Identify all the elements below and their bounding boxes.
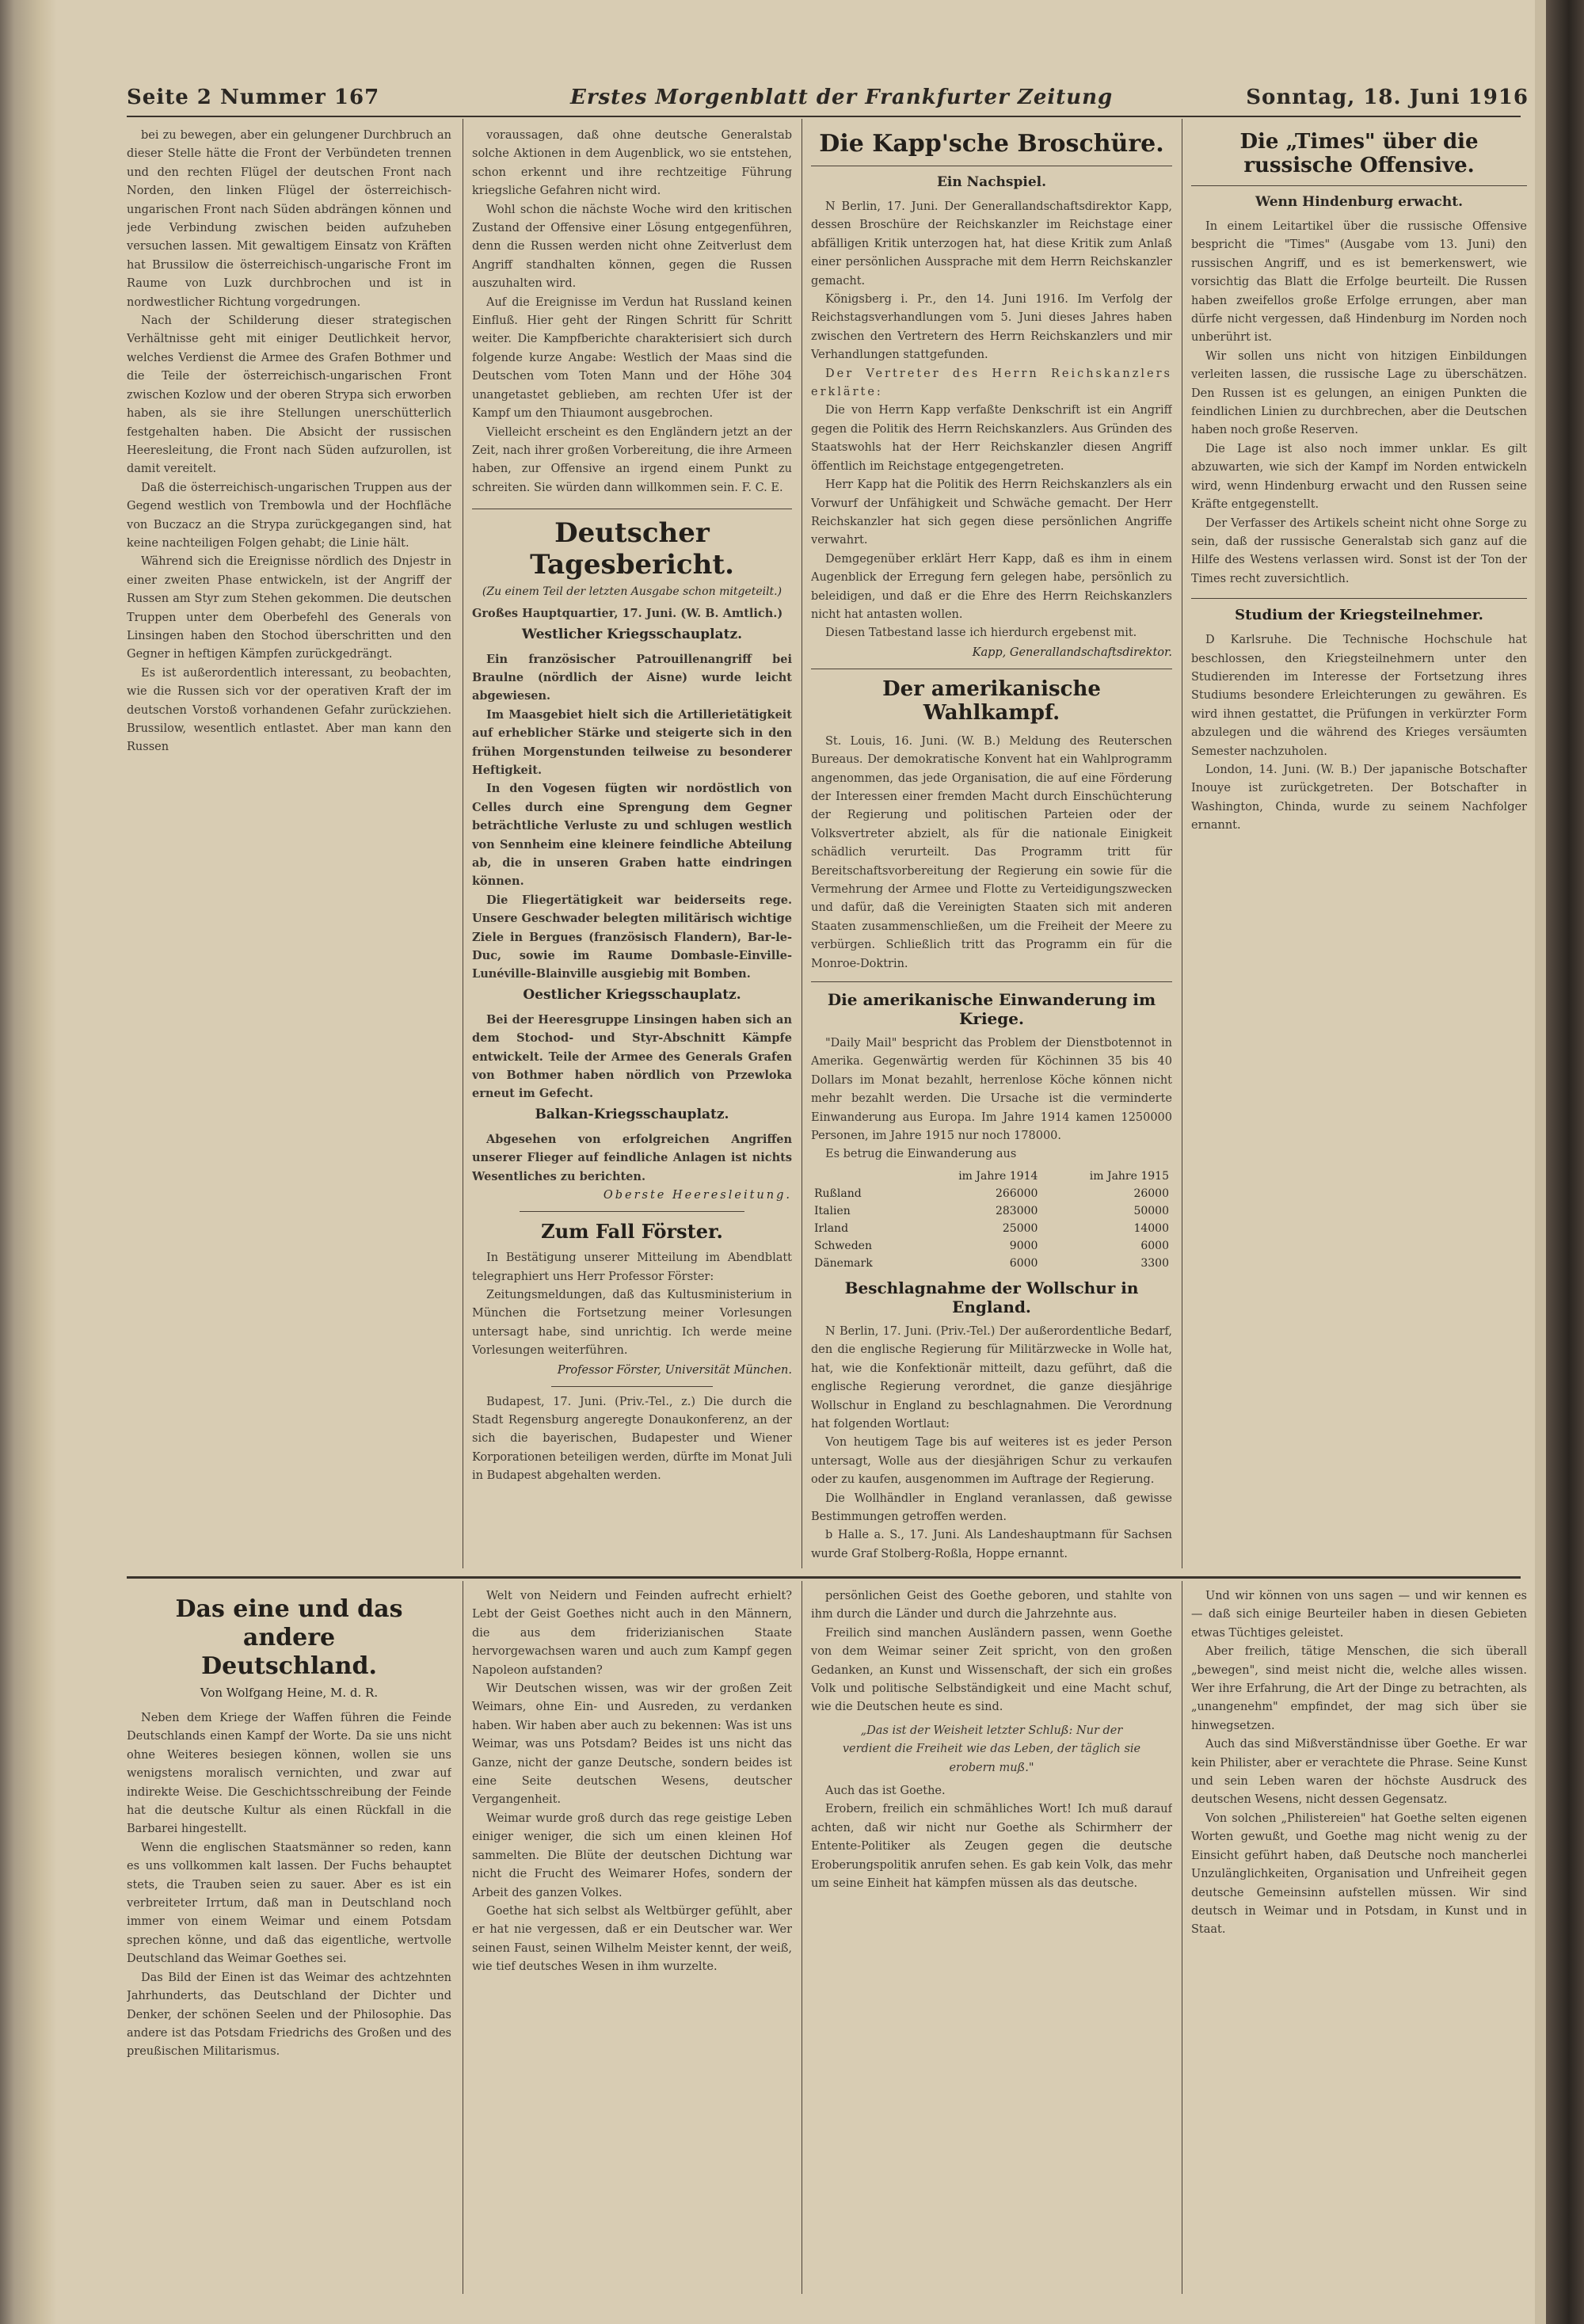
paragraph: London, 14. Juni. (W. B.) Der japanische Botschafter Inouye ist zurückgetreten. Der Botschafter in Washington, Chinda, wurde zu seinem Nachfolger ernannt.: [1191, 763, 1527, 832]
paragraph: Budapest, 17. Juni. (Priv.-Tel., z.) Die durch die Stadt Regensburg angeregte Donaukonferenz, an der sich die bayerischen, Budapester und Wiener Korporationen beteiligen werden, dürfte im Monat Juli in Budapest abgehalten werden.: [472, 1395, 792, 1483]
paragraph: Bei der Heeresgruppe Linsingen haben sich an dem Stochod- und Styr-Abschnitt Kämpfe entwickelt. Teile der Armee des Generals Grafen von Bothmer haben nördlich von Przewloka erneut im Gefecht.: [472, 1012, 792, 1101]
table-cell: Rußland: [814, 1187, 862, 1200]
wollschur-title: Beschlagnahme der Wollschur in England.: [844, 1278, 1139, 1316]
table-cell: Schweden: [814, 1239, 872, 1252]
feuilleton-column-1: [127, 1587, 451, 2292]
paragraph: Demgegenüber erklärt Herr Kapp, daß es ihm in einem Augenblick der Erregung fern gelegen habe, persönlich zu beleidigen, und daß er die Ehre des Herrn Reichskanzlers nicht hat antasten wollen.: [811, 552, 1172, 621]
table-cell: 26000: [1133, 1187, 1169, 1200]
feuilleton-column-2: [472, 1587, 792, 2292]
newspaper-title: Erstes Morgenblatt der Frankfurter Zeitung: [570, 86, 1114, 109]
paragraph: Ein französischer Patrouillenangriff bei Braulne (nördlich der Aisne) wurde leicht abgewiesen.: [472, 652, 792, 703]
paragraph: Wenn die englischen Staatsmänner so reden, kann es uns vollkommen kalt lassen. Der Fuchs behauptet stets, die Trauben seien zu sauer. Aber es ist ein verbreiteter Irrtum, daß man in Deutschland noch immer von einem Weimar und einem Potsdam sprechen könne, und daß das eigentliche, wertvolle Deutschland das Weimar Goethes sei.: [127, 1841, 451, 1966]
paragraph: Wir sollen uns nicht von hitzigen Einbildungen verleiten lassen, die russische Lage zu überschätzen. Den Russen ist es gelungen, an einigen Punkten die feindlichen Linien zu durchbrechen, aber die Deutschen haben noch große Reserven.: [1191, 349, 1527, 437]
table-cell: [811, 1168, 910, 1185]
paragraph: Zeitungsmeldungen, daß das Kultusministerium in München die Fortsetzung meiner Vorlesungen untersagt habe, sind unrichtig. Ich werde meine Vorlesungen weiterführen.: [472, 1288, 792, 1358]
paragraph: Goethe hat sich selbst als Weltbürger gefühlt, aber er hat nie vergessen, daß er ein Deutscher war. Wer seinen Faust, seinen Wilhelm Meister kennt, der weiß, wie tief deutsches Wesen in ihm wurzelte.: [472, 1904, 792, 1974]
paragraph: Neben dem Kriege der Waffen führen die Feinde Deutschlands einen Kampf der Worte. Da sie uns nicht ohne Weiteres besiegen können, wollen sie uns wenigstens moralisch vernichten, und zwar auf indirekte Weise. Die Geschichtsschreibung der Feinde hat die deutsche Kultur als einen Rückfall in die Barbarei hingestellt.: [127, 1712, 451, 1836]
paragraph: In einem Leitartikel über die russische Offensive bespricht die "Times" (Ausgabe vom 13. Juni) den russischen Angriff, und es ist bemerkenswert, wie vorsichtig das Blatt die Erfolge beurteilt. Die Russen haben zweifellos große Erfolge errungen, aber man dürfe nicht vergessen, daß Hindenburg im Norden noch unberührt ist.: [1191, 220, 1527, 345]
section-rule: [811, 981, 1172, 982]
feuilleton-column-3: [811, 1587, 1172, 2292]
paragraph: Und wir können von uns sagen — und wir kennen es — daß sich einige Beurteiler haben in diesen Gebieten etwas Tüchtiges geleistet.: [1191, 1590, 1527, 1640]
paragraph: "Daily Mail" bespricht das Problem der Dienstbotennot in Amerika. Gegenwärtig werden für Köchinnen 35 bis 40 Dollars im Monat bezahlt, herrenlose Köche können nicht mehr bezahlt werden. Die Ursache ist die verminderte Einwanderung aus Europa. Im Jahre 1914 kamen 1250000 Personen, im Jahre 1915 nur noch 178000.: [811, 1037, 1172, 1143]
report-dateline: Großes Hauptquartier, 17. Juni. (W. B. Amtlich.): [472, 607, 783, 621]
balkan-heading: Balkan-Kriegsschauplatz.: [535, 1106, 729, 1122]
war-analysis-continued: [472, 127, 792, 497]
title-line: Das eine und das andere: [175, 1595, 403, 1652]
table-cell: 25000: [1002, 1221, 1038, 1235]
feuilleton-column-4: [1191, 1587, 1527, 2292]
paragraph: Freilich sind manchen Ausländern passen, wenn Goethe von dem Weimar seiner Zeit spricht, von den großen Gedanken, an Kunst und Wissenschaft, der sich ein großes Volk und politische Selbständigkeit und eine Macht schuf, wie die Deutschen heute es sind.: [811, 1626, 1172, 1714]
feuilleton-title: [127, 1595, 451, 1681]
column-2: [472, 127, 792, 1568]
table-cell: Dänemark: [814, 1256, 873, 1270]
kapp-subtitle: Ein Nachspiel.: [936, 174, 1047, 190]
us-election-article: [811, 677, 1172, 973]
paragraph: Der Verfasser des Artikels scheint nicht ohne Sorge zu sein, daß der russische Generalstab sich ganz auf die Hilfe des Westens verlassen wird. Sonst ist der Ton der Times recht zuversichtlich.: [1191, 516, 1527, 585]
paragraph: Weimar wurde groß durch das rege geistige Leben einiger weniger, die sich um einen kleinen Hof sammelten. Die Blüte der deutschen Dichtung war nicht die Frucht des Weimarer Hofes, sondern der Arbeit des ganzen Volkes.: [472, 1812, 792, 1899]
paragraph: voraussagen, daß ohne deutsche Generalstab solche Aktionen in dem Augenblick, wo sie entstehen, schon erkennt und ihre rechtzeitige Führung kriegsliche Gefahren nicht wird.: [472, 129, 792, 198]
report-note: (Zu einem Teil der letzten Ausgabe schon mitgeteilt.): [482, 585, 782, 599]
table-cell: im Jahre 1914: [958, 1169, 1038, 1183]
paragraph: Der Vertreter des Herrn Reichskanzlers erklärte:: [811, 367, 1172, 399]
paragraph: In Bestätigung unserer Mitteilung im Abendblatt telegraphiert uns Herr Professor Förster:: [472, 1252, 792, 1283]
paragraph: Im Maasgebiet hielt sich die Artillerietätigkeit auf erheblicher Stärke und steigerte sich in den frühen Morgenstunden teilweise zu besonderer Heftigkeit.: [472, 707, 792, 777]
report-title: Deutscher Tagesbericht.: [530, 517, 734, 581]
kapp-signature: Kapp, Generallandschaftsdirektor.: [972, 646, 1172, 659]
paragraph: persönlichen Geist des Goethe geboren, und stahlte von ihm durch die Länder und durch die Jahrzehnte aus.: [811, 1590, 1172, 1621]
table-row: [811, 1237, 1172, 1255]
feuilleton-byline: Von Wolfgang Heine, M. d. R.: [200, 1686, 379, 1700]
paragraph: Nach der Schilderung dieser strategischen Verhältnisse geht mit einiger Deutlichkeit hervor, welches Verdienst die Armee des Grafen Bothmer und die Teile der österreichisch-ungarischen Front zwischen Kozlow und der oberen Strypa sich erworben haben, als sie ihre Stellungen unerschütterlich festgehalten haben. Die Absicht der russischen Heeresleitung, die Front nach Süden aufzurollen, ist damit vereitelt.: [127, 314, 451, 476]
paragraph: bei zu bewegen, aber ein gelungener Durchbruch an dieser Stelle hätte die Front der Verbündeten trennen und den rechten Flügel der deutschen Front nach Norden, den linken Flügel der österreichisch-ungarischen Front nach Süden abdrängen können und jede Verbindung zwischen beiden aufzuheben versuchen lassen. Mit gewaltigem Einsatz von Kräften hat Brussilow die österreichisch-ungarische Front im Raume von Luzk durchbrochen und ist in nordwestlicher Richtung vorgedrungen.: [127, 129, 451, 309]
table-cell: 14000: [1133, 1221, 1169, 1235]
table-cell: im Jahre 1915: [1089, 1169, 1169, 1183]
paragraph: Es betrug die Einwanderung aus: [825, 1148, 1017, 1161]
section-rule: [1191, 598, 1527, 599]
table-row: [811, 1255, 1172, 1272]
column-3: [811, 119, 1172, 1568]
book-binding: [0, 0, 57, 2324]
table-header-row: [811, 1168, 1172, 1185]
paragraph: Aber freilich, tätige Menschen, die sich überall „bewegen", sind meist nicht die, welche alles wissen. Wer ihre Erfahrung, die Art der Dinge zu betrachten, als „unangenehm" empfindet, der mag sich über sie hinwegsetzen.: [1191, 1645, 1527, 1732]
paragraph: Von heutigem Tage bis auf weiteres ist es jeder Person untersagt, Wolle aus der diesjährigen Schur zu verkaufen oder zu kaufen, ausgenommen im Auftrage der Regierung.: [811, 1436, 1172, 1487]
paragraph: Vielleicht erscheint es den Engländern jetzt an der Zeit, nach ihrer großen Vorbereitung, die ihre Armeen haben, zur Offensive an irgend einem Punkt zu schreiten. Sie würden dann willkommen sein. F. C. E.: [472, 425, 792, 494]
paragraph: N Berlin, 17. Juni. (Priv.-Tel.) Der außerordentliche Bedarf, den die englische Regierung für Militärzwecke in Wolle hat, hat, wie die Konfektionär mitteilt, dazu geführt, daß die englische Regierung verordnet, die ganze diesjährige Wollschur in England zu beschlagnahmen. Die Verordnung hat folgenden Wortlaut:: [811, 1324, 1172, 1431]
paragraph: b Halle a. S., 17. Juni. Als Landeshauptmann für Sachsen wurde Graf Stolberg-Roßla, Hoppe ernannt.: [811, 1529, 1172, 1560]
east-heading: Oestlicher Kriegsschauplatz.: [523, 986, 741, 1003]
paragraph: Welt von Neidern und Feinden aufrecht erhielt? Lebt der Geist Goethes nicht auch in den Männern, die aus dem friderizianischen Staate hervorgewachsen waren und auch zum Kampf gegen Napoleon aufstanden?: [472, 1590, 792, 1677]
table-cell: Italien: [814, 1204, 851, 1217]
table-cell: Irland: [814, 1221, 849, 1235]
studium-title: Studium der Kriegsteilnehmer.: [1235, 607, 1483, 624]
foerster-signature: Professor Förster, Universität München.: [557, 1363, 792, 1377]
masthead: [127, 86, 1529, 112]
table-row: [811, 1220, 1172, 1237]
paragraph: Auch das sind Mißverständnisse über Goethe. Er war kein Philister, aber er verachtete die Phrase. Seine Kunst und sein Leben waren der höchste Ausdruck des deutschen Wesens, nicht dessen Gegensatz.: [1191, 1738, 1527, 1807]
study-article: [1191, 607, 1527, 835]
immigration-table: [811, 1168, 1172, 1272]
paragraph: Auch das ist Goethe.: [825, 1785, 946, 1798]
table-cell: 50000: [1133, 1204, 1169, 1217]
immigration-article: [811, 990, 1172, 1272]
title-line: Deutschland.: [201, 1652, 377, 1680]
kapp-article: [811, 119, 1172, 659]
paragraph: Die Wollhändler in England veranlassen, daß gewisse Bestimmungen getroffen werden.: [811, 1492, 1172, 1523]
daily-report: [472, 517, 792, 1202]
table-cell: 266000: [995, 1187, 1038, 1200]
paragraph: In den Vogesen fügten wir nordöstlich von Celles durch eine Sprengung dem Gegner beträchtliche Verluste zu und schlugen westlich von Sennheim eine kleinere feindliche Abteilung ab, die in unseren Graben hatte eindringen können.: [472, 782, 792, 889]
paragraph: Die von Herrn Kapp verfaßte Denkschrift ist ein Angriff gegen die Politik des Herrn Reichskanzlers. Aus Gründen des Staatswohls hat der Herr Reichskanzler diesen Angriff öffentlich im Reichstage entgegengetreten.: [811, 404, 1172, 473]
paragraph: Daß die österreichisch-ungarischen Truppen aus der Gegend westlich von Trembowla und der Hochfläche von Buczacz an die Strypa zurückgegangen sind, hat keine nachteiligen Folgen gehabt; die Linie hält.: [127, 481, 451, 550]
paragraph: Diesen Tatbestand lasse ich hierdurch ergebenst mit.: [825, 627, 1137, 640]
paragraph: Abgesehen von erfolgreichen Angriffen unserer Flieger auf feindliche Anlagen ist nichts Wesentliches zu berichten.: [472, 1132, 792, 1183]
page-number: Seite 2 Nummer 167: [127, 86, 380, 109]
paragraph: Herr Kapp hat die Politik des Herrn Reichskanzlers als ein Vorwurf der Unfähigkeit und Schwäche gemacht. Der Herr Reichskanzler hat sich gegen diese persönlichen Angriffe verwahrt.: [811, 478, 1172, 547]
wahlkampf-title: Der amerikanische Wahlkampf.: [882, 676, 1101, 725]
table-cell: 9000: [1009, 1239, 1038, 1252]
paragraph: Die Fliegertätigkeit war beiderseits rege. Unsere Geschwader belegten militärisch wichtige Ziele in Bergues (französisch Flandern), Bar-le-Duc, sowie im Raume Dombasle-Einville-Lunéville-Blainville ausgiebig mit Bomben.: [472, 893, 792, 981]
paragraph: Von solchen „Philistereien" hat Goethe selten eigenen Worten gewußt, und Goethe mag nicht wenig zu der Einsicht geführt haben, daß Deutsche noch mancherlei Unzulänglichkeiten, Organisation und Unfreiheit gegen deutsche Gemeinsinn aufstellen müssen. Wir sind deutsch in Weimar und in Potsdam, in Kunst und in Staat.: [1191, 1812, 1527, 1937]
paragraph: Die Lage ist also noch immer unklar. Es gilt abzuwarten, wie sich der Kampf im Norden entwickeln wird, wenn Hindenburg erwacht und den Russen seine Kräfte entgegenstellt.: [1191, 442, 1527, 512]
paragraph: Das Bild der Einen ist das Weimar des achtzehnten Jahrhunderts, das Deutschland der Dichter und Denker, der schönen Seelen und der Philosophie. Das andere ist das Potsdam Friedrichs des Großen und des preußischen Militarismus.: [127, 1971, 451, 2059]
paragraph: Wohl schon die nächste Woche wird den kritischen Zustand der Offensive einer Lösung entgegenführen, denn die Russen werden nicht ohne Zeitverlust dem Angriff standhalten können, gegen die Russen auszuhalten wird.: [472, 203, 792, 291]
report-signature: Oberste Heeresleitung.: [603, 1189, 792, 1202]
paragraph: Königsberg i. Pr., den 14. Juni 1916. Im Verfolg der Reichstagsverhandlungen vom 5. Juni dieses Jahres haben zwischen den Vertretern des Herrn Reichskanzlers und mir Verhandlungen stattgefunden.: [811, 293, 1172, 362]
table-cell: 6000: [1009, 1256, 1038, 1270]
west-heading: Westlicher Kriegsschauplatz.: [521, 626, 743, 642]
times-title: Die „Times" über die russische Offensive.: [1191, 119, 1527, 186]
table-cell: 3300: [1140, 1256, 1169, 1270]
column-1: [127, 127, 451, 1568]
einwanderung-title: Die amerikanische Einwanderung im Kriege.: [827, 990, 1156, 1029]
book-edge-shadow: [1546, 0, 1584, 2324]
issue-date: Sonntag, 18. Juni 1916: [1246, 86, 1529, 109]
paragraph: Erobern, freilich ein schmähliches Wort! Ich muß darauf achten, daß wir nicht nur Goethe als Schirmherr der Entente-Politiker als Zeugen gegen die deutsche Eroberungspolitik anrufen sehen. Es gab kein Volk, das mehr um seine Einheit hat kämpfen müssen als das deutsche.: [811, 1803, 1172, 1891]
paragraph: Während sich die Ereignisse nördlich des Dnjestr in einer zweiten Phase entwickeln, ist der Angriff der Russen am Styr zum Stehen gekommen. Die deutschen Truppen unter dem Oberbefehl des Generals von Linsingen haben den Stochod überschritten und den Gegner in heftigen Kämpfen zurückgedrängt.: [127, 555, 451, 661]
paragraph: St. Louis, 16. Juni. (W. B.) Meldung des Reuterschen Bureaus. Der demokratische Konvent hat ein Wahlprogramm angenommen, das jede Organisation, die auf eine Förderung der Interessen einer fremden Macht durch Einschüchterung der Regierung und politischen Parteien oder der Volksvertreter abzielt, als für die nationale Einigkeit schädlich verurteilt. Das Programm tritt für Bereitschaftsvorbereitung der Regierung ein sowie für die Vermehrung der Armee und Flotte zu Verteidigungszwecken und dafür, daß die Vereinigten Staaten sich mit anderen Staaten zusammenschließen, um die Freiheit der Meere zu verbürgen. Schließlich tritt das Programm ein für die Monroe-Doktrin.: [811, 734, 1172, 970]
masthead-rule: [127, 116, 1521, 117]
paragraph: Wir Deutschen wissen, was wir der großen Zeit Weimars, ohne Ein- und Ausreden, zu verdanken haben. Wir haben aber auch zu bekennen: Was ist uns Weimar, was uns Potsdam? Beides ist uns nicht das Ganze, nicht der ganze Deutsche, sondern beides ist eine Seite deutschen Wesens, deutscher Vergangenheit.: [472, 1682, 792, 1807]
paragraph: Es ist außerordentlich interessant, zu beobachten, wie die Russen sich vor der operativen Kraft der im deutschen Vorstoß vorhandenen Gefahr zurückziehen. Brussilow, wesentlich entlastet. Aber man kann den Russen: [127, 666, 451, 754]
kapp-title: Die Kapp'sche Broschüre.: [811, 119, 1172, 166]
paragraph: N Berlin, 17. Juni. Der Generallandschaftsdirektor Kapp, dessen Broschüre der Reichskanzler im Reichstage einer abfälligen Kritik unterzogen hat, hat diese Kritik zum Anlaß einer persönlichen Aussprache mit dem Herrn Reichskanzler gemacht.: [811, 200, 1172, 288]
times-subtitle: Wenn Hindenburg erwacht.: [1255, 194, 1463, 210]
war-report-article: [127, 127, 451, 757]
foerster-title: Zum Fall Förster.: [541, 1220, 723, 1244]
foerster-article: [472, 1220, 792, 1485]
paragraph: D Karlsruhe. Die Technische Hochschule hat beschlossen, den Kriegsteilnehmern unter den Studierenden im Interesse der Fortsetzung ihres Studiums besondere Erleichterungen zu gewähren. Es wird ihnen gestattet, die Prüfungen in verkürzter Form abzulegen und die während des Krieges versäumten Semester nachzuholen.: [1191, 634, 1527, 758]
table-cell: 6000: [1140, 1239, 1169, 1252]
table-row: [811, 1202, 1172, 1220]
wool-article: [811, 1278, 1172, 1564]
table-row: [811, 1185, 1172, 1202]
column-4: [1191, 119, 1527, 1568]
quote: „Das ist der Weisheit letzter Schluß: Nur der verdient die Freiheit wie das Leben, der täglich sie erobern muß.": [842, 1724, 1141, 1774]
section-rule: [520, 1211, 744, 1212]
section-rule: [551, 1386, 713, 1387]
next-page-edge: [1535, 0, 1546, 2324]
paragraph: Auf die Ereignisse im Verdun hat Russland keinen Einfluß. Hier geht der Ringen Schritt für Schritt weiter. Die Kampfberichte charakterisiert sich durch folgende kurze Angabe: Westlich der Maas sind die Deutschen vom Toten Mann und der Höhe 304 unangetastet geblieben, am rechten Ufer ist der Kampf um den Thiaumont ausgebrochen.: [472, 295, 792, 421]
table-cell: 283000: [995, 1204, 1038, 1217]
times-article: [1191, 119, 1527, 589]
feuilleton-rule: [127, 1576, 1521, 1579]
